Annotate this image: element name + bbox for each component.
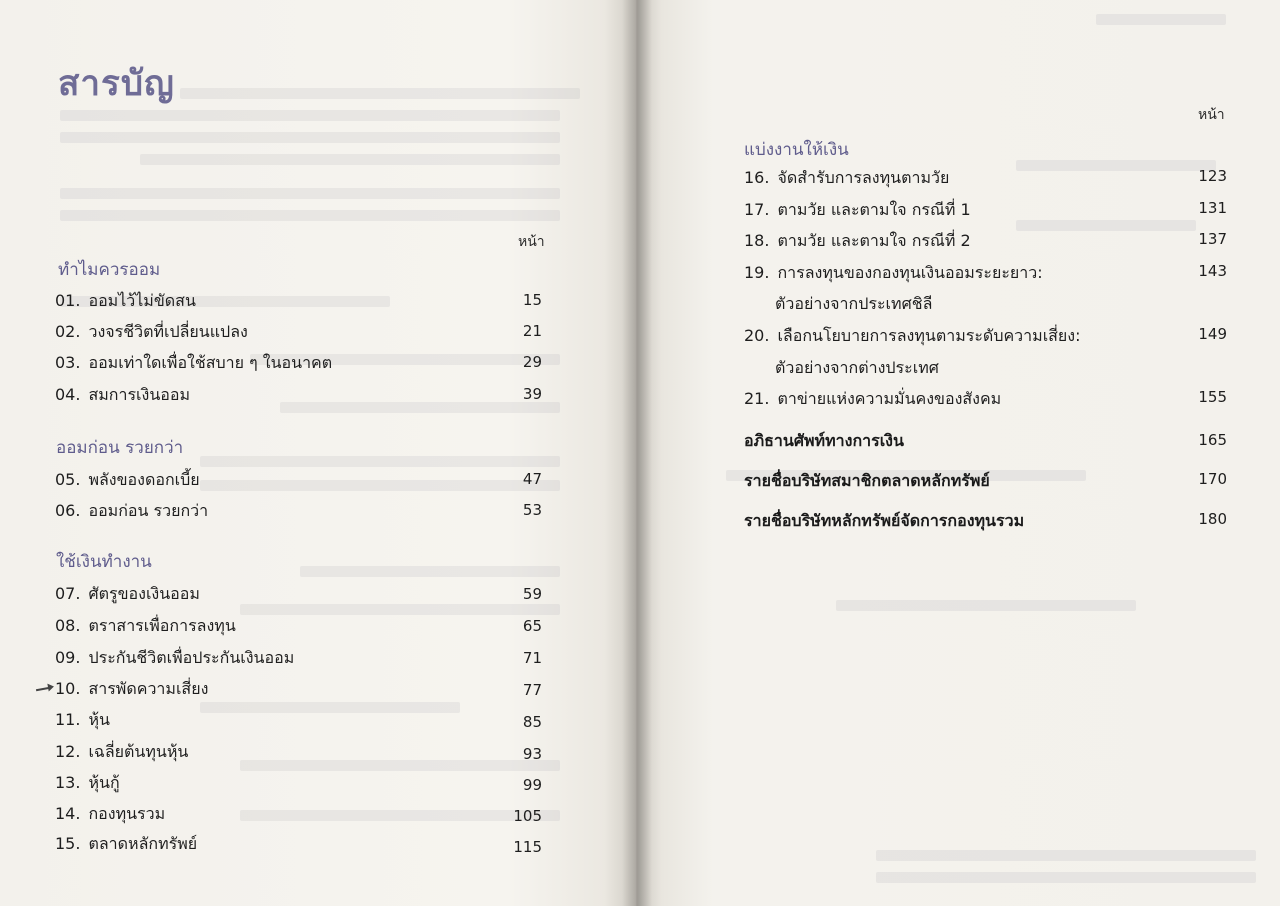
toc-entry[interactable] <box>55 383 190 408</box>
toc-entry[interactable] <box>55 499 208 524</box>
entry-title-continuation: ตัวอย่างจากต่างประเทศ <box>775 358 939 377</box>
entry-title: ตาข่ายแห่งความมั่นคงของสังคม <box>777 389 1002 408</box>
entry-title: การลงทุนของกองทุนเงินออมระยะยาว: <box>777 263 1043 282</box>
show-through-line <box>180 88 580 99</box>
entry-number: 19. <box>744 263 770 282</box>
show-through-line <box>300 566 560 577</box>
entry-title: ออมไว้ไม่ขัดสน <box>88 291 196 310</box>
entry-number: 21. <box>744 389 770 408</box>
entry-title: ตราสารเพื่อการลงทุน <box>88 616 236 635</box>
toc-entry[interactable] <box>744 166 949 191</box>
right-page <box>636 0 1280 906</box>
show-through-line <box>876 850 1256 861</box>
entry-title: ออมก่อน รวยกว่า <box>88 501 209 520</box>
entry-page-number: 77 <box>522 681 542 699</box>
entry-number: 08. <box>55 616 81 635</box>
entry-number: 03. <box>55 353 81 372</box>
section-heading: ทำไมควรออม <box>58 260 161 280</box>
entry-title: ตลาดหลักทรัพย์ <box>88 834 198 853</box>
appendix-entry[interactable]: รายชื่อบริษัทหลักทรัพย์จัดการกองทุนรวม <box>744 511 1025 530</box>
section-heading: ออมก่อน รวยกว่า <box>56 438 184 458</box>
show-through-line <box>200 456 560 467</box>
section-heading: ใช้เงินทำงาน <box>56 552 152 572</box>
entry-page-number: 131 <box>1198 199 1227 217</box>
entry-number: 17. <box>744 200 770 219</box>
toc-entry[interactable] <box>744 261 1043 286</box>
entry-title: ตามวัย และตามใจ กรณีที่ 2 <box>777 231 971 250</box>
entry-page-number: 93 <box>522 745 542 763</box>
book-gutter <box>622 0 652 906</box>
show-through-line <box>60 110 560 121</box>
toc-entry[interactable] <box>55 771 120 796</box>
entry-page-number: 65 <box>522 617 542 635</box>
entry-title: สมการเงินออม <box>88 385 191 404</box>
entry-title-continuation: ตัวอย่างจากประเทศชิลี <box>775 294 933 313</box>
entry-page-number: 155 <box>1198 388 1227 406</box>
entry-page-number: 85 <box>522 713 542 731</box>
entry-title: กองทุนรวม <box>88 804 166 823</box>
entry-page-number: 29 <box>522 353 542 371</box>
entry-number: 05. <box>55 470 81 489</box>
toc-entry[interactable] <box>55 802 165 827</box>
show-through-line <box>1016 160 1216 171</box>
toc-entry[interactable] <box>744 229 971 254</box>
show-through-line <box>60 188 560 199</box>
entry-page-number: 123 <box>1198 167 1227 185</box>
entry-number: 02. <box>55 322 81 341</box>
entry-number: 10. <box>55 679 81 698</box>
entry-title: เลือกนโยบายการลงทุนตามระดับความเสี่ยง: <box>777 326 1081 345</box>
entry-page-number: 105 <box>513 807 542 825</box>
entry-number: 20. <box>744 326 770 345</box>
show-through-line <box>60 132 560 143</box>
toc-entry[interactable] <box>744 324 1081 349</box>
entry-number: 04. <box>55 385 81 404</box>
toc-entry[interactable] <box>55 289 196 314</box>
toc-entry[interactable] <box>55 582 200 607</box>
entry-number: 15. <box>55 834 81 853</box>
entry-number: 09. <box>55 648 81 667</box>
entry-page-number: 21 <box>522 322 542 340</box>
entry-page-number: 39 <box>522 385 542 403</box>
toc-entry[interactable] <box>55 351 332 376</box>
entry-number: 18. <box>744 231 770 250</box>
toc-entry[interactable] <box>744 198 971 223</box>
entry-number: 01. <box>55 291 81 310</box>
entry-title: พลังของดอกเบี้ย <box>88 470 200 489</box>
entry-title: วงจรชีวิตที่เปลี่ยนแปลง <box>88 322 248 341</box>
page-title: สารบัญ <box>58 64 175 104</box>
page-column-label: หน้า <box>518 234 545 250</box>
pencil-arrow-icon <box>47 683 54 692</box>
toc-entry[interactable] <box>55 646 294 671</box>
entry-title: เฉลี่ยต้นทุนหุ้น <box>88 742 189 761</box>
show-through-line <box>280 402 560 413</box>
section-heading: แบ่งงานให้เงิน <box>744 140 849 160</box>
entry-page-number: 180 <box>1198 510 1227 528</box>
entry-page-number: 53 <box>522 501 542 519</box>
entry-page-number: 170 <box>1198 470 1227 488</box>
entry-number: 07. <box>55 584 81 603</box>
entry-title: ออมเท่าใดเพื่อใช้สบาย ๆ ในอนาคต <box>88 353 333 372</box>
toc-entry[interactable] <box>55 614 236 639</box>
show-through-line <box>140 154 560 165</box>
toc-entry[interactable] <box>55 320 248 345</box>
show-through-line <box>1096 14 1226 25</box>
appendix-entry[interactable]: อภิธานศัพท์ทางการเงิน <box>744 431 904 450</box>
entry-page-number: 165 <box>1198 431 1227 449</box>
toc-entry[interactable] <box>55 832 197 857</box>
show-through-line <box>836 600 1136 611</box>
show-through-line <box>876 872 1256 883</box>
entry-page-number: 59 <box>522 585 542 603</box>
entry-page-number: 143 <box>1198 262 1227 280</box>
entry-page-number: 137 <box>1198 230 1227 248</box>
entry-number: 13. <box>55 773 81 792</box>
entry-page-number: 47 <box>522 470 542 488</box>
entry-page-number: 15 <box>522 291 542 309</box>
entry-page-number: 99 <box>522 776 542 794</box>
toc-entry[interactable] <box>55 468 200 493</box>
entry-number: 14. <box>55 804 81 823</box>
entry-page-number: 115 <box>513 838 542 856</box>
entry-number: 06. <box>55 501 81 520</box>
appendix-entry[interactable]: รายชื่อบริษัทสมาชิกตลาดหลักทรัพย์ <box>744 471 990 490</box>
entry-title: หุ้น <box>88 710 110 729</box>
entry-title: ประกันชีวิตเพื่อประกันเงินออม <box>88 648 295 667</box>
entry-number: 16. <box>744 168 770 187</box>
toc-entry[interactable] <box>55 740 188 765</box>
show-through-line <box>1016 220 1196 231</box>
show-through-line <box>240 604 560 615</box>
entry-title: หุ้นกู้ <box>88 773 120 792</box>
entry-number: 11. <box>55 710 81 729</box>
entry-title: จัดสำรับการลงทุนตามวัย <box>777 168 950 187</box>
toc-entry[interactable] <box>744 387 1001 412</box>
toc-entry[interactable] <box>55 708 110 733</box>
entry-title: สารพัดความเสี่ยง <box>88 679 209 698</box>
entry-title: ศัตรูของเงินออม <box>88 584 200 603</box>
show-through-line <box>60 210 560 221</box>
left-page <box>0 0 636 906</box>
entry-title: ตามวัย และตามใจ กรณีที่ 1 <box>777 200 971 219</box>
toc-entry[interactable] <box>55 677 208 702</box>
entry-number: 12. <box>55 742 81 761</box>
page-column-label: หน้า <box>1198 107 1225 123</box>
show-through-line <box>200 702 460 713</box>
entry-page-number: 71 <box>522 649 542 667</box>
entry-page-number: 149 <box>1198 325 1227 343</box>
